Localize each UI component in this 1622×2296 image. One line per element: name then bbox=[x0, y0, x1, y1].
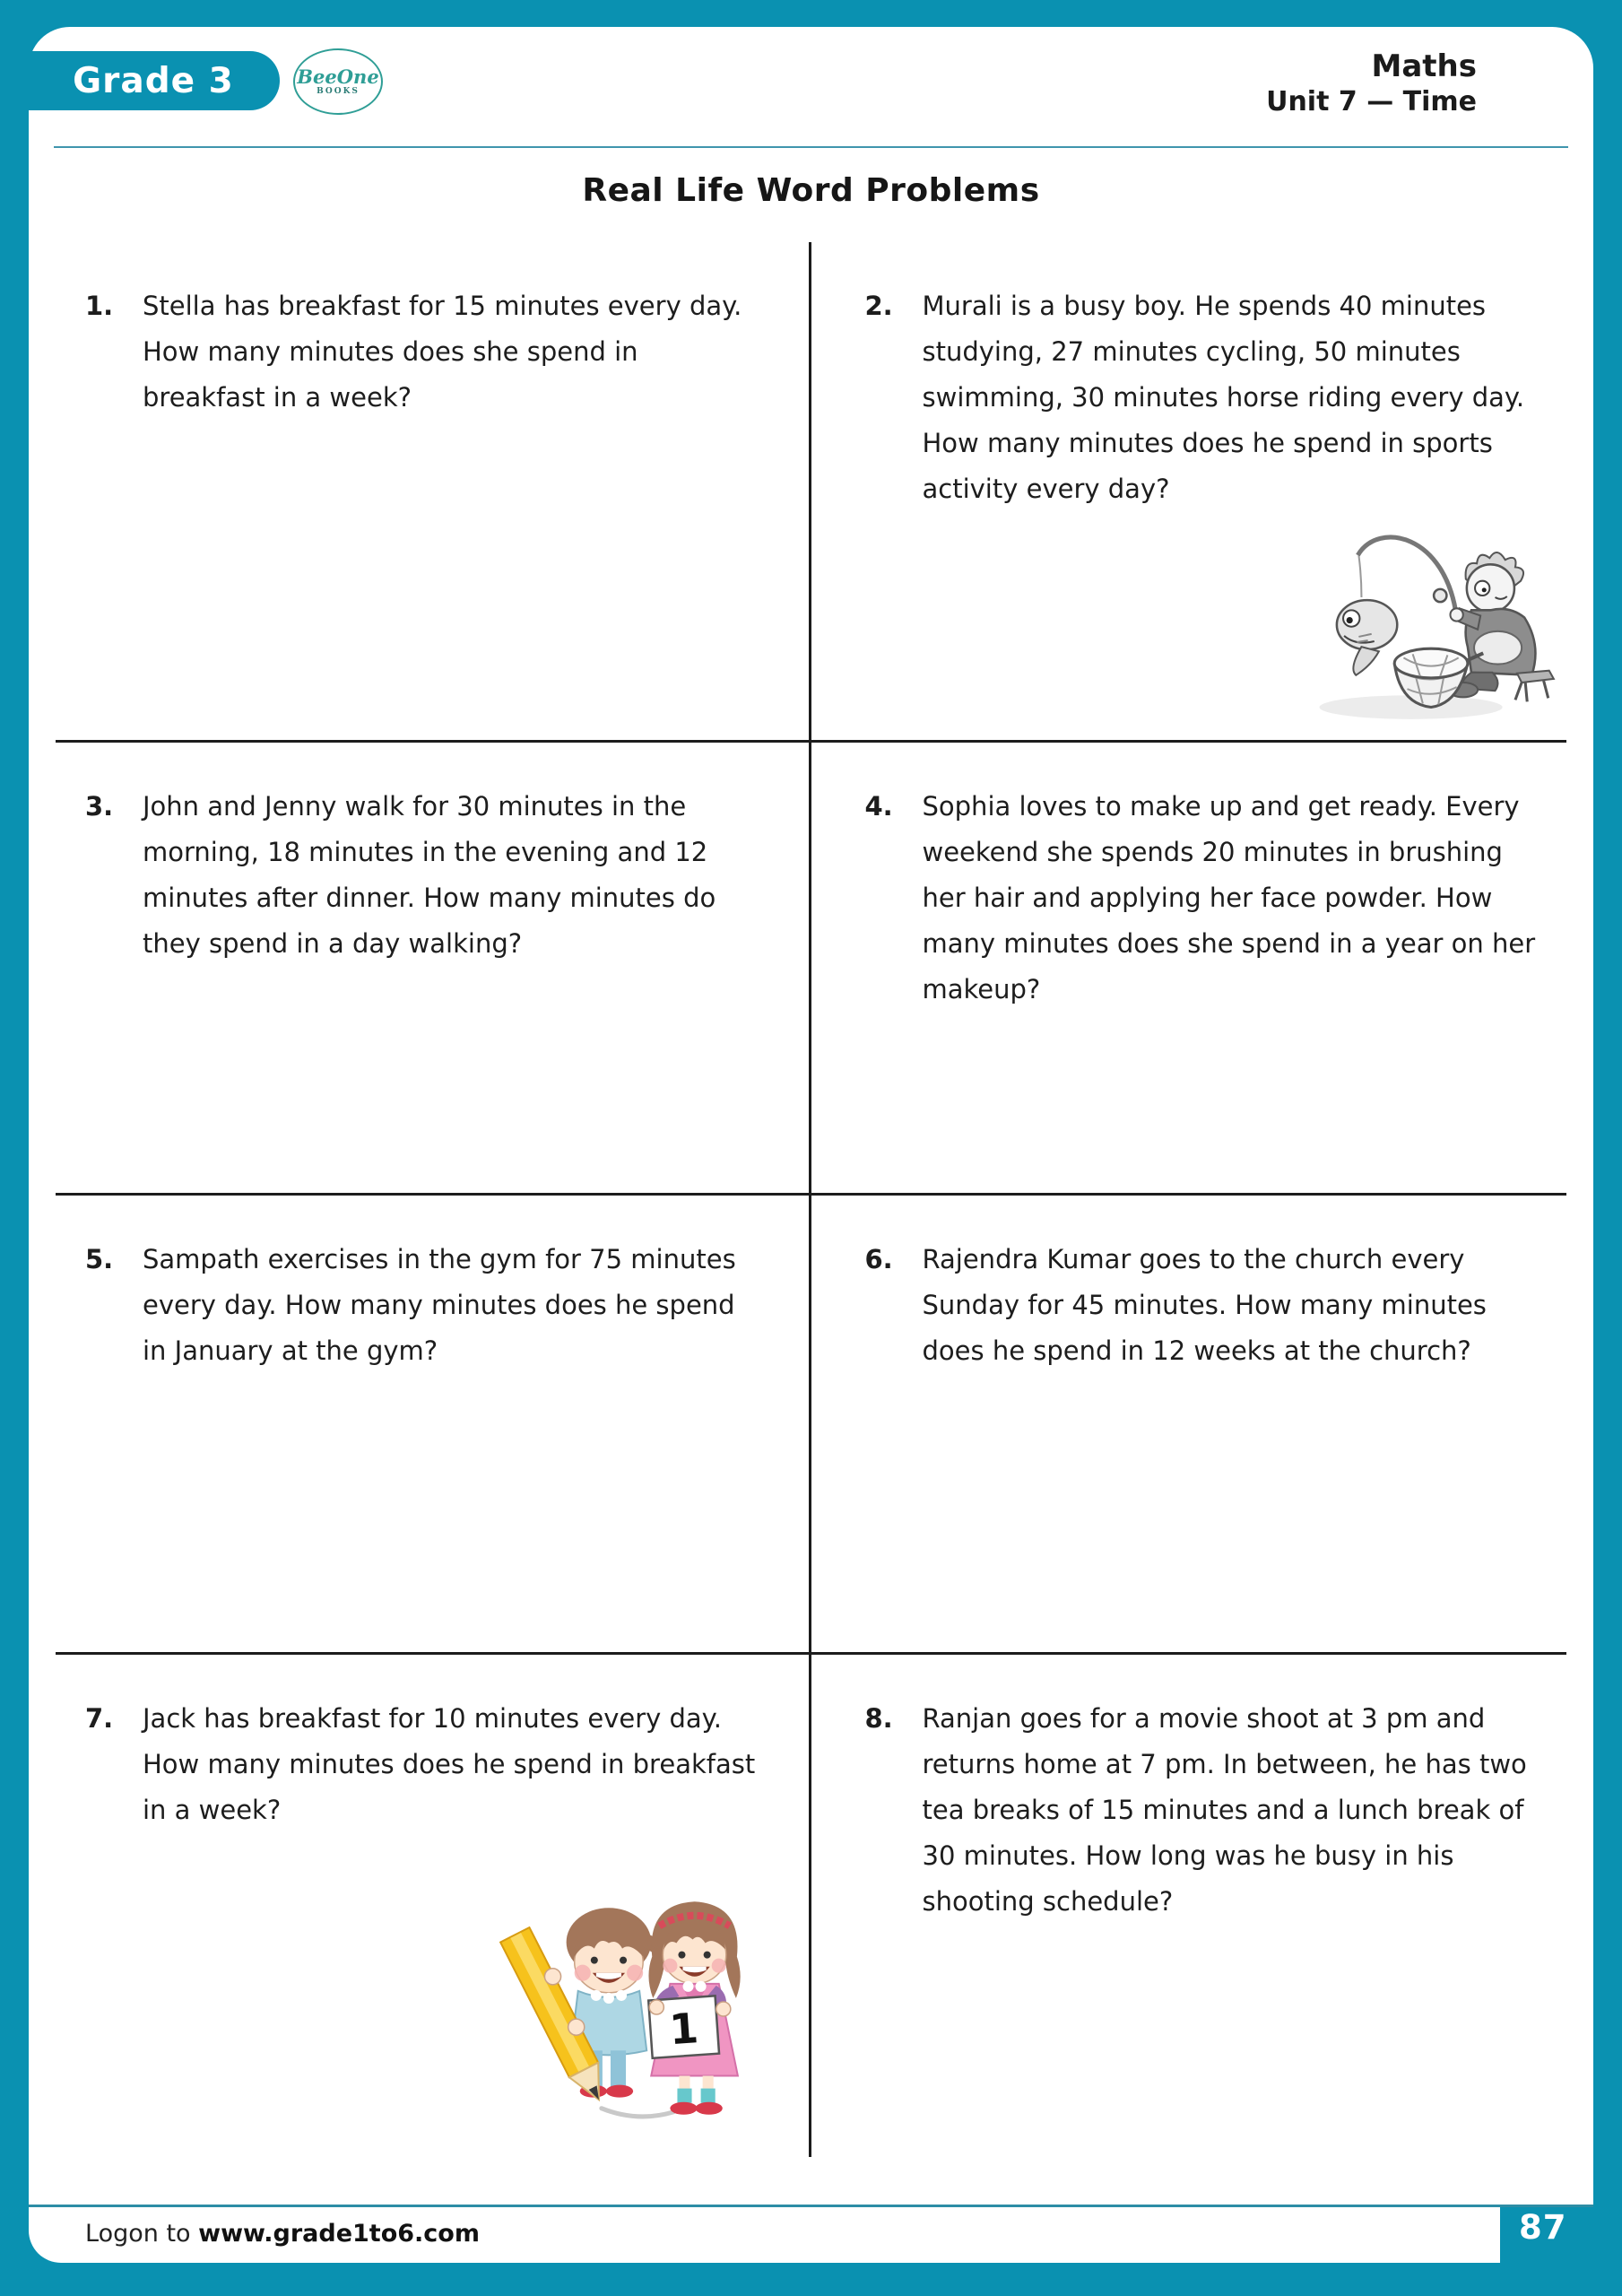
header-right bbox=[1266, 48, 1477, 120]
problem-cell-5 bbox=[56, 1196, 811, 1655]
problem-1 bbox=[56, 242, 809, 421]
problem-number: 6. bbox=[864, 1244, 893, 1274]
problem-5 bbox=[56, 1196, 809, 1374]
problem-text: Stella has breakfast for 15 minutes every day. How many minutes does she spend in breakfast in a week? bbox=[143, 291, 742, 413]
card-number: 1 bbox=[667, 2004, 700, 2055]
kids-with-pencil-illustration bbox=[470, 1872, 766, 2143]
footer bbox=[29, 2207, 1500, 2263]
problem-number: 4. bbox=[864, 791, 893, 822]
footer-text bbox=[85, 2207, 480, 2263]
problem-number: 5. bbox=[85, 1244, 114, 1274]
grade-badge-label: Grade 3 bbox=[73, 60, 234, 101]
problem-text: Sophia loves to make up and get ready. Every weekend she spends 20 minutes in brushing her hair and applying her face powder. How many minutes does she spend in a year on her makeup? bbox=[922, 791, 1536, 1004]
problem-7 bbox=[56, 1655, 809, 1833]
problems-grid bbox=[56, 242, 1566, 2157]
problem-text: John and Jenny walk for 30 minutes in the morning, 18 minutes in the evening and 12 minutes after dinner. How many minutes do they spend in a day walking? bbox=[143, 791, 716, 959]
problem-number: 7. bbox=[85, 1703, 114, 1734]
page-title: Real Life Word Problems bbox=[582, 172, 1040, 209]
logo-subtitle: BOOKS bbox=[317, 87, 360, 96]
subject-label: Maths bbox=[1371, 48, 1477, 84]
fisher-boy bbox=[1448, 552, 1553, 701]
logo-name: BeeOne bbox=[297, 65, 379, 88]
problem-cell-3 bbox=[56, 743, 811, 1196]
problem-cell-2 bbox=[811, 242, 1567, 743]
problem-cell-6 bbox=[811, 1196, 1567, 1655]
girl-with-card bbox=[648, 1901, 740, 2115]
grade-badge bbox=[27, 51, 280, 110]
problem-text: Jack has breakfast for 10 minutes every day. How many minutes does he spend in breakfast in a week? bbox=[143, 1703, 756, 1825]
footer-prefix: Logon to bbox=[85, 2220, 199, 2248]
problem-6 bbox=[811, 1196, 1567, 1374]
problem-cell-7 bbox=[56, 1655, 811, 2157]
problem-number: 8. bbox=[864, 1703, 893, 1734]
problem-text: Ranjan goes for a movie shoot at 3 pm and returns home at 7 pm. In between, he has two tea breaks of 15 minutes and a lunch break of 30 minutes. How long was he busy in his shooting schedule? bbox=[922, 1703, 1527, 1917]
problem-number: 2. bbox=[864, 291, 893, 321]
problem-cell-8 bbox=[811, 1655, 1567, 2157]
header-divider bbox=[54, 146, 1568, 148]
problem-text: Rajendra Kumar goes to the church every Sunday for 45 minutes. How many minutes does he spend in 12 weeks at the church? bbox=[922, 1244, 1487, 1366]
beeone-books-logo bbox=[293, 48, 383, 115]
problem-8 bbox=[811, 1655, 1567, 1925]
footer-url: www.grade1to6.com bbox=[198, 2220, 480, 2248]
problem-2 bbox=[811, 242, 1567, 512]
problem-number: 3. bbox=[85, 791, 114, 822]
problem-text: Murali is a busy boy. He spends 40 minutes studying, 27 minutes cycling, 50 minutes swimming, 30 minutes horse riding every day. How many minutes does he spend in sports activity every day? bbox=[922, 291, 1525, 504]
page-number: 87 bbox=[1519, 2208, 1567, 2247]
unit-label: Unit 7 — Time bbox=[1266, 86, 1477, 117]
problem-4 bbox=[811, 743, 1567, 1013]
problem-text: Sampath exercises in the gym for 75 minutes every day. How many minutes does he spend in January at the gym? bbox=[143, 1244, 736, 1366]
worksheet-page bbox=[29, 27, 1593, 2205]
problem-3 bbox=[56, 743, 809, 967]
fish bbox=[1337, 600, 1397, 675]
problem-cell-1 bbox=[56, 242, 811, 743]
problem-number: 1. bbox=[85, 291, 114, 321]
problem-cell-4 bbox=[811, 743, 1567, 1196]
boy-fishing-illustration bbox=[1299, 508, 1559, 727]
